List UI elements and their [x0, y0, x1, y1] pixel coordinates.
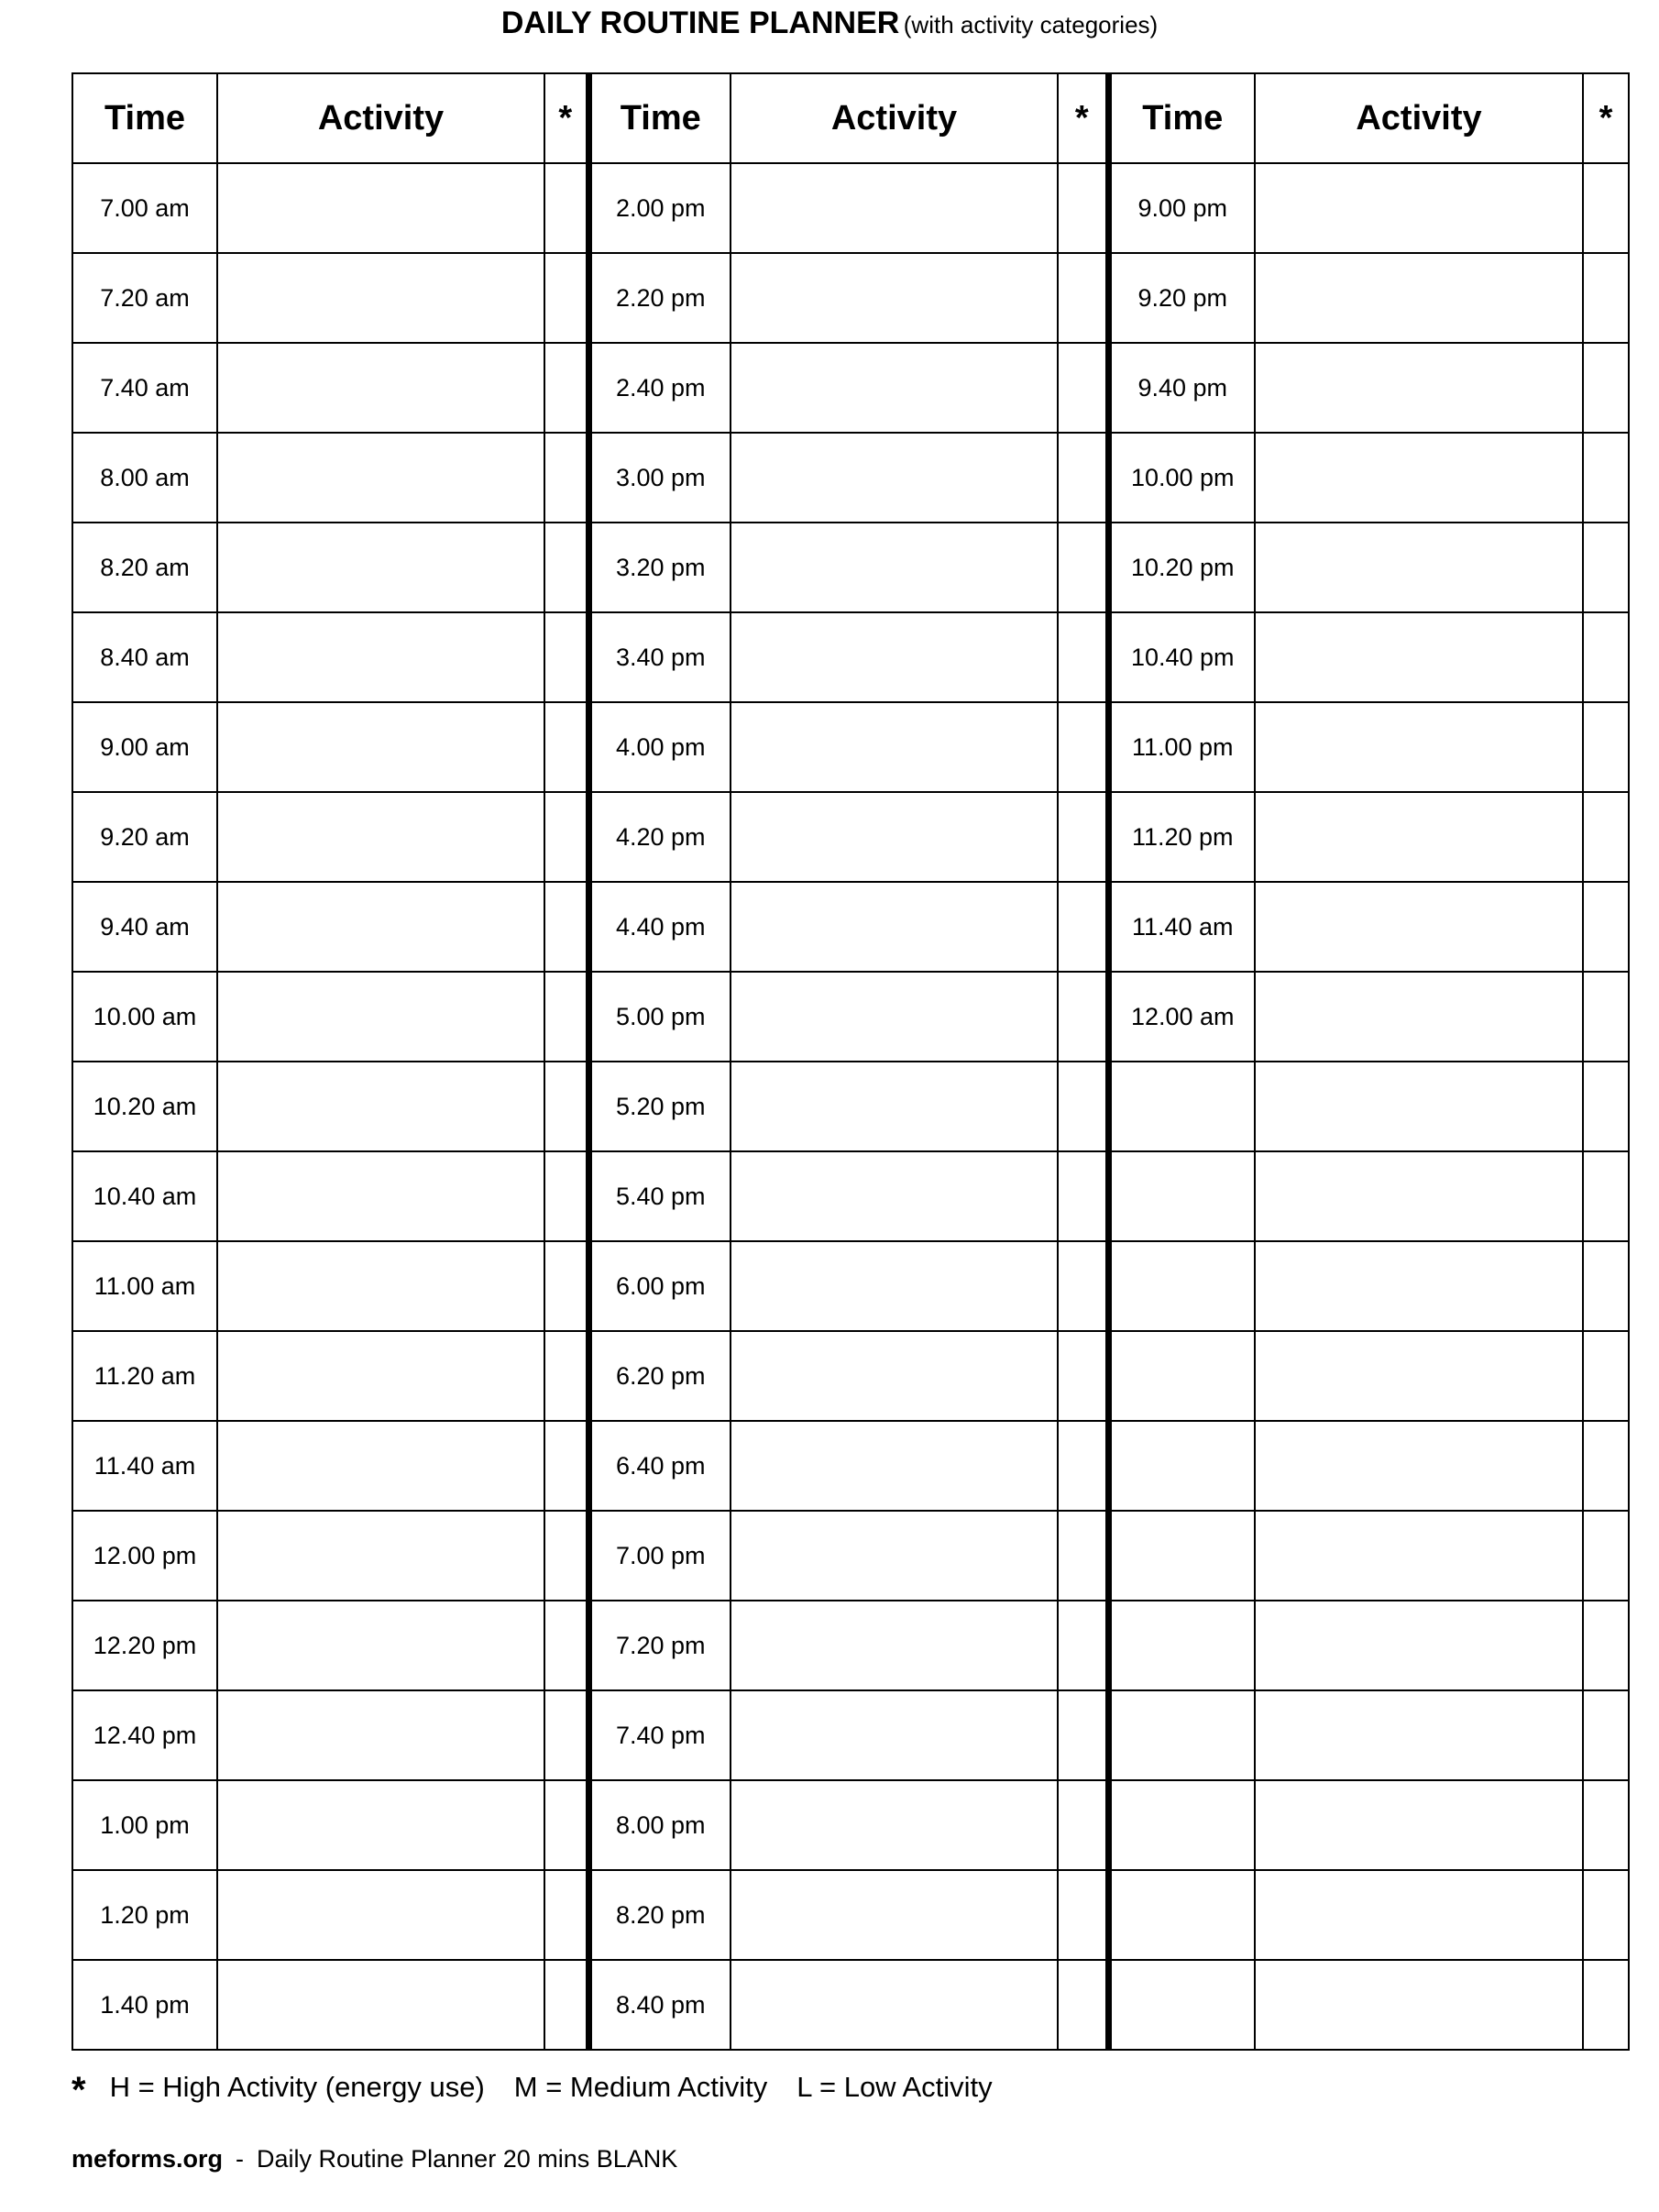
table-row	[72, 792, 1629, 882]
activity-cell[interactable]	[1255, 1151, 1583, 1241]
activity-cell[interactable]	[217, 1151, 544, 1241]
category-cell[interactable]	[1583, 882, 1629, 972]
category-cell[interactable]	[1058, 1870, 1108, 1960]
category-cell[interactable]	[544, 1870, 588, 1960]
activity-cell[interactable]	[217, 1062, 544, 1151]
category-cell[interactable]	[544, 612, 588, 702]
category-cell[interactable]	[544, 792, 588, 882]
activity-cell[interactable]	[217, 1241, 544, 1331]
activity-cell[interactable]	[1255, 1780, 1583, 1870]
category-cell[interactable]	[1058, 523, 1108, 612]
category-cell[interactable]	[1583, 1331, 1629, 1421]
time-cell: 10.00 pm	[1108, 433, 1255, 523]
activity-cell[interactable]	[217, 1421, 544, 1511]
planner-table	[71, 72, 1630, 2051]
category-cell[interactable]	[1058, 1511, 1108, 1601]
time-cell	[1108, 1690, 1255, 1780]
activity-cell[interactable]	[1255, 1511, 1583, 1601]
time-cell: 9.40 am	[72, 882, 217, 972]
activity-cell[interactable]	[1255, 1870, 1583, 1960]
category-cell[interactable]	[1583, 612, 1629, 702]
time-cell: 7.20 am	[72, 253, 217, 343]
activity-cell[interactable]	[1255, 1960, 1583, 2050]
activity-cell[interactable]	[217, 1870, 544, 1960]
category-cell[interactable]	[544, 882, 588, 972]
time-cell: 5.40 pm	[588, 1151, 731, 1241]
time-cell: 7.20 pm	[588, 1601, 731, 1690]
category-cell[interactable]	[1583, 1151, 1629, 1241]
time-cell	[1108, 1870, 1255, 1960]
activity-cell[interactable]	[1255, 1062, 1583, 1151]
category-cell[interactable]	[1058, 343, 1108, 433]
category-cell[interactable]	[1583, 1241, 1629, 1331]
activity-cell[interactable]	[731, 1780, 1058, 1870]
activity-cell[interactable]	[731, 1241, 1058, 1331]
category-cell[interactable]	[544, 1331, 588, 1421]
footer-separator: -	[236, 2145, 245, 2173]
time-cell: 5.20 pm	[588, 1062, 731, 1151]
time-cell: 9.20 am	[72, 792, 217, 882]
activity-cell[interactable]	[1255, 702, 1583, 792]
activity-cell[interactable]	[731, 1062, 1058, 1151]
activity-cell[interactable]	[1255, 433, 1583, 523]
activity-cell[interactable]	[731, 612, 1058, 702]
category-cell[interactable]	[1583, 1690, 1629, 1780]
time-cell: 12.00 pm	[72, 1511, 217, 1601]
time-cell: 5.00 pm	[588, 972, 731, 1062]
table-row	[72, 1960, 1629, 2050]
time-cell: 1.00 pm	[72, 1780, 217, 1870]
time-cell	[1108, 1511, 1255, 1601]
activity-cell[interactable]	[1255, 1331, 1583, 1421]
table-row	[72, 1601, 1629, 1690]
category-cell[interactable]	[1583, 1511, 1629, 1601]
table-row	[72, 1780, 1629, 1870]
time-cell: 8.00 am	[72, 433, 217, 523]
category-cell[interactable]	[1058, 1601, 1108, 1690]
category-cell[interactable]	[544, 1241, 588, 1331]
header-row	[72, 73, 1629, 163]
activity-cell[interactable]	[731, 1690, 1058, 1780]
activity-cell[interactable]	[217, 523, 544, 612]
time-cell: 11.20 pm	[1108, 792, 1255, 882]
time-cell: 10.00 am	[72, 972, 217, 1062]
activity-cell[interactable]	[217, 433, 544, 523]
time-cell: 6.00 pm	[588, 1241, 731, 1331]
category-cell[interactable]	[1058, 1062, 1108, 1151]
time-cell	[1108, 1062, 1255, 1151]
footer-document-name: Daily Routine Planner 20 mins BLANK	[257, 2145, 678, 2173]
table-row	[72, 972, 1629, 1062]
time-cell: 11.20 am	[72, 1331, 217, 1421]
category-cell[interactable]	[1058, 702, 1108, 792]
time-cell: 6.20 pm	[588, 1331, 731, 1421]
category-cell[interactable]	[544, 1601, 588, 1690]
category-cell[interactable]	[544, 702, 588, 792]
category-cell[interactable]	[544, 253, 588, 343]
time-cell: 3.20 pm	[588, 523, 731, 612]
category-cell[interactable]	[1583, 702, 1629, 792]
category-cell[interactable]	[544, 1421, 588, 1511]
table-row	[72, 1241, 1629, 1331]
category-cell[interactable]	[1058, 253, 1108, 343]
category-header: *	[544, 73, 588, 163]
time-cell: 7.00 am	[72, 163, 217, 253]
time-cell: 8.00 pm	[588, 1780, 731, 1870]
category-cell[interactable]	[1058, 1780, 1108, 1870]
time-cell: 12.20 pm	[72, 1601, 217, 1690]
category-cell[interactable]	[544, 163, 588, 253]
category-cell[interactable]	[1058, 1421, 1108, 1511]
time-cell: 11.00 pm	[1108, 702, 1255, 792]
activity-cell[interactable]	[217, 612, 544, 702]
title-main: DAILY ROUTINE PLANNER	[500, 6, 900, 40]
table-row	[72, 1151, 1629, 1241]
category-cell[interactable]	[544, 343, 588, 433]
category-cell[interactable]	[544, 1780, 588, 1870]
planner-body	[72, 163, 1629, 2050]
time-cell: 2.40 pm	[588, 343, 731, 433]
activity-cell[interactable]	[731, 1870, 1058, 1960]
category-cell[interactable]	[544, 1960, 588, 2050]
table-row	[72, 1062, 1629, 1151]
time-cell: 3.00 pm	[588, 433, 731, 523]
activity-cell[interactable]	[217, 792, 544, 882]
activity-cell[interactable]	[217, 1601, 544, 1690]
activity-cell[interactable]	[731, 343, 1058, 433]
activity-cell[interactable]	[731, 163, 1058, 253]
time-cell	[1108, 1421, 1255, 1511]
activity-cell[interactable]	[731, 792, 1058, 882]
time-cell: 8.20 pm	[588, 1870, 731, 1960]
time-cell: 10.20 pm	[1108, 523, 1255, 612]
table-row	[72, 1690, 1629, 1780]
time-cell: 10.40 pm	[1108, 612, 1255, 702]
category-cell[interactable]	[1058, 1960, 1108, 2050]
time-cell: 9.40 pm	[1108, 343, 1255, 433]
activity-cell[interactable]	[731, 882, 1058, 972]
activity-cell[interactable]	[731, 1151, 1058, 1241]
category-cell[interactable]	[1583, 1960, 1629, 2050]
legend-medium: M = Medium Activity	[513, 2071, 768, 2103]
activity-cell[interactable]	[731, 972, 1058, 1062]
category-cell[interactable]	[1583, 253, 1629, 343]
category-cell[interactable]	[544, 1151, 588, 1241]
activity-cell[interactable]	[1255, 163, 1583, 253]
activity-cell[interactable]	[731, 702, 1058, 792]
activity-cell[interactable]	[1255, 1421, 1583, 1511]
table-row	[72, 433, 1629, 523]
category-cell[interactable]	[544, 1062, 588, 1151]
activity-cell[interactable]	[217, 1331, 544, 1421]
activity-cell[interactable]	[217, 1960, 544, 2050]
footer	[71, 2145, 677, 2173]
time-cell	[1108, 1780, 1255, 1870]
legend-high: H = High Activity (energy use)	[109, 2071, 485, 2103]
time-cell	[1108, 1151, 1255, 1241]
category-cell[interactable]	[544, 1511, 588, 1601]
category-cell[interactable]	[1583, 1780, 1629, 1870]
time-cell: 9.00 pm	[1108, 163, 1255, 253]
activity-cell[interactable]	[217, 253, 544, 343]
time-cell: 12.00 am	[1108, 972, 1255, 1062]
activity-cell[interactable]	[217, 1780, 544, 1870]
activity-cell[interactable]	[731, 1601, 1058, 1690]
table-row	[72, 702, 1629, 792]
activity-cell[interactable]	[217, 343, 544, 433]
time-cell: 7.00 pm	[588, 1511, 731, 1601]
table-row	[72, 882, 1629, 972]
activity-cell[interactable]	[731, 523, 1058, 612]
category-cell[interactable]	[1058, 972, 1108, 1062]
category-cell[interactable]	[1058, 882, 1108, 972]
category-cell[interactable]	[1058, 1151, 1108, 1241]
time-cell: 1.40 pm	[72, 1960, 217, 2050]
time-header: Time	[588, 73, 731, 163]
category-cell[interactable]	[1058, 163, 1108, 253]
table-row	[72, 523, 1629, 612]
time-cell: 8.40 am	[72, 612, 217, 702]
activity-cell[interactable]	[731, 1421, 1058, 1511]
category-cell[interactable]	[1583, 163, 1629, 253]
category-cell[interactable]	[1583, 343, 1629, 433]
time-cell: 2.00 pm	[588, 163, 731, 253]
table-row	[72, 253, 1629, 343]
time-cell: 10.40 am	[72, 1151, 217, 1241]
time-cell: 11.40 am	[1108, 882, 1255, 972]
table-row	[72, 163, 1629, 253]
footer-site: meforms.org	[71, 2145, 224, 2173]
time-cell: 11.40 am	[72, 1421, 217, 1511]
activity-cell[interactable]	[1255, 882, 1583, 972]
category-cell[interactable]	[1583, 972, 1629, 1062]
activity-cell[interactable]	[217, 1690, 544, 1780]
activity-header: Activity	[217, 73, 544, 163]
activity-cell[interactable]	[731, 1331, 1058, 1421]
category-cell[interactable]	[1058, 1690, 1108, 1780]
category-cell[interactable]	[1058, 1241, 1108, 1331]
category-cell[interactable]	[1058, 612, 1108, 702]
activity-cell[interactable]	[217, 882, 544, 972]
table-row	[72, 343, 1629, 433]
time-cell: 6.40 pm	[588, 1421, 731, 1511]
time-cell: 4.40 pm	[588, 882, 731, 972]
time-cell: 11.00 am	[72, 1241, 217, 1331]
category-cell[interactable]	[544, 433, 588, 523]
activity-cell[interactable]	[217, 163, 544, 253]
time-header: Time	[1108, 73, 1255, 163]
legend	[71, 2070, 1022, 2111]
time-cell: 1.20 pm	[72, 1870, 217, 1960]
time-cell: 7.40 pm	[588, 1690, 731, 1780]
activity-cell[interactable]	[1255, 253, 1583, 343]
activity-header: Activity	[1255, 73, 1583, 163]
category-cell[interactable]	[544, 1690, 588, 1780]
time-cell: 8.40 pm	[588, 1960, 731, 2050]
activity-cell[interactable]	[731, 433, 1058, 523]
category-cell[interactable]	[544, 972, 588, 1062]
category-cell[interactable]	[544, 523, 588, 612]
activity-cell[interactable]	[1255, 612, 1583, 702]
category-cell[interactable]	[1058, 792, 1108, 882]
time-cell: 4.00 pm	[588, 702, 731, 792]
activity-cell[interactable]	[1255, 343, 1583, 433]
activity-cell[interactable]	[1255, 1690, 1583, 1780]
category-header: *	[1583, 73, 1629, 163]
time-cell: 9.20 pm	[1108, 253, 1255, 343]
time-cell: 9.00 am	[72, 702, 217, 792]
activity-cell[interactable]	[217, 972, 544, 1062]
time-cell: 10.20 am	[72, 1062, 217, 1151]
activity-cell[interactable]	[731, 1511, 1058, 1601]
table-row	[72, 1870, 1629, 1960]
title-subtitle: (with activity categories)	[903, 11, 1159, 39]
time-cell: 8.20 am	[72, 523, 217, 612]
legend-low: L = Low Activity	[797, 2071, 993, 2103]
table-row	[72, 1331, 1629, 1421]
table-row	[72, 1421, 1629, 1511]
time-cell	[1108, 1960, 1255, 2050]
category-header: *	[1058, 73, 1108, 163]
time-cell	[1108, 1601, 1255, 1690]
category-cell[interactable]	[1058, 1331, 1108, 1421]
table-row	[72, 612, 1629, 702]
time-cell: 2.20 pm	[588, 253, 731, 343]
legend-star: *	[71, 2070, 86, 2110]
category-cell[interactable]	[1583, 1421, 1629, 1511]
time-cell	[1108, 1331, 1255, 1421]
category-cell[interactable]	[1583, 433, 1629, 523]
category-cell[interactable]	[1583, 523, 1629, 612]
table-row	[72, 1511, 1629, 1601]
time-cell: 3.40 pm	[588, 612, 731, 702]
category-cell[interactable]	[1583, 1062, 1629, 1151]
activity-header: Activity	[731, 73, 1058, 163]
time-cell	[1108, 1241, 1255, 1331]
activity-cell[interactable]	[1255, 1241, 1583, 1331]
time-cell: 12.40 pm	[72, 1690, 217, 1780]
time-cell: 7.40 am	[72, 343, 217, 433]
category-cell[interactable]	[1583, 792, 1629, 882]
activity-cell[interactable]	[1255, 523, 1583, 612]
activity-cell[interactable]	[1255, 1601, 1583, 1690]
page-title	[0, 6, 1659, 41]
activity-cell[interactable]	[217, 1511, 544, 1601]
activity-cell[interactable]	[217, 702, 544, 792]
category-cell[interactable]	[1583, 1601, 1629, 1690]
activity-cell[interactable]	[731, 253, 1058, 343]
time-cell: 4.20 pm	[588, 792, 731, 882]
activity-cell[interactable]	[731, 1960, 1058, 2050]
category-cell[interactable]	[1583, 1870, 1629, 1960]
activity-cell[interactable]	[1255, 792, 1583, 882]
category-cell[interactable]	[1058, 433, 1108, 523]
activity-cell[interactable]	[1255, 972, 1583, 1062]
time-header: Time	[72, 73, 217, 163]
